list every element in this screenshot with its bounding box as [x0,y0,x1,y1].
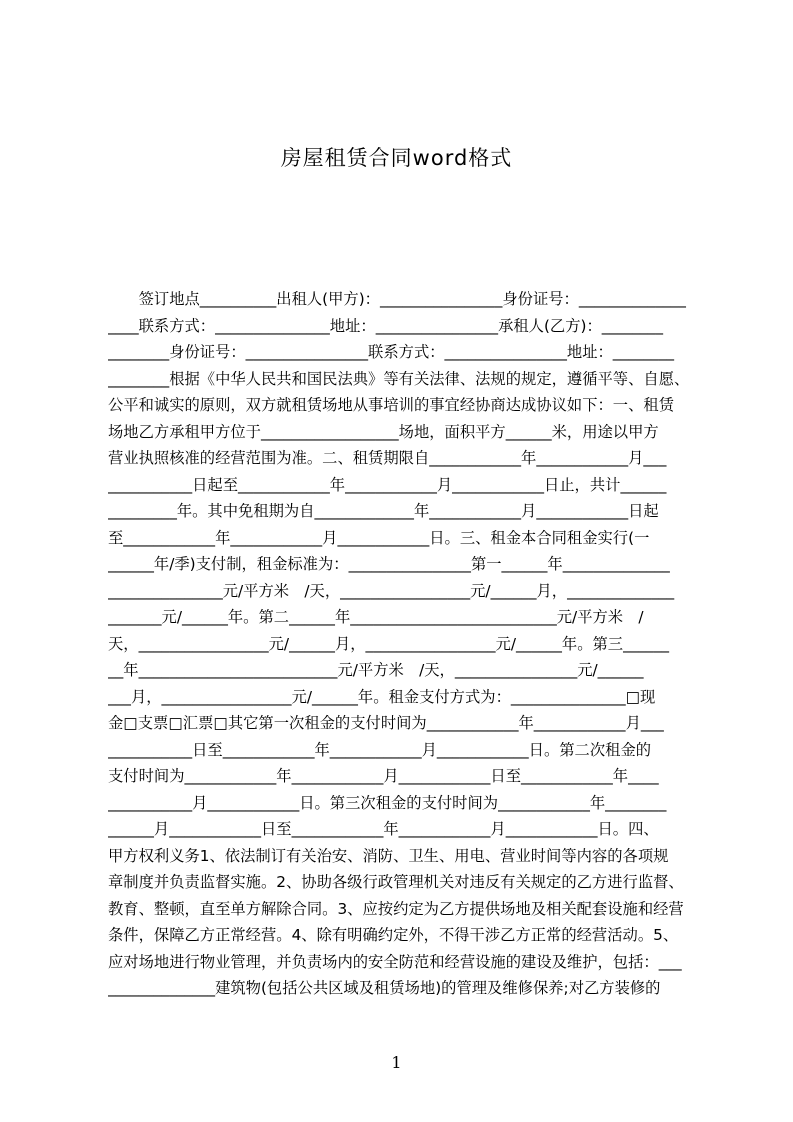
text-line: 支付时间为____________年____________月____________日至____________年____ [108,767,659,785]
text-line: 至____________年____________月____________日。三、租金本合同租金实行(一 [108,528,650,547]
text-line: ____联系方式：_______________地址：________________承租人(乙方)：________ [108,316,663,335]
text-line: 公平和诚实的原则，双方就租赁场地从事培训的事宜经协商达成协议如下：一、租赁 [108,396,674,414]
page-number: 1 [391,1053,402,1072]
text-line: 营业执照核准的经营范围为准。二、租赁期限自____________年____________月___ [108,449,667,467]
text-line: 金□支票□汇票□其它第一次租金的支付时间为____________年____________月___ [108,714,664,732]
text-line: 甲方权利义务1、依法制订有关治安、消防、卫生、用电、营业时间等内容的各项规 [108,846,669,865]
text-line: ___月，_________________元/______年。租金支付方式为：_______________□现 [108,687,656,706]
text-line: 章制度并负责监督实施。2、协助各级行政管理机关对违反有关规定的乙方进行监督、 [108,873,684,891]
text-line: ___________日起至____________年____________月____________日止，共计______ [108,475,667,494]
text-line: ________根据《中华人民共和国民法典》等有关法律、法规的规定，遵循平等、自愿、 [108,369,690,388]
text-line: __年__________________________元/平方米 /天，________________元/______ [108,661,644,679]
text-line: _________年。其中免租期为自_____________年____________月____________日起 [108,502,659,520]
text-line: ______月____________日至____________年____________月____________日。四、 [108,820,659,838]
text-line: 签订地点__________出租人(甲方)：________________身份证号：______________ [108,290,686,308]
text-line: 场地乙方承租甲方位于__________________场地，面积平方______米，用途以甲方 [108,422,659,441]
text-line: _______________元/平方米 /天，_________________元/______月，______________ [108,581,675,600]
text-line: 教育、整顿，直至单方解除合同。3、应按约定为乙方提供场地及相关配套设施和经营 [108,899,684,918]
text-line: ________身份证号：________________联系方式：________________地址：________ [108,343,674,361]
text-line: 应对场地进行物业管理，并负责场内的安全防范和经营设施的建设及维护，包括：___ [108,952,682,971]
text-line: ___________月____________日。第三次租金的支付时间为____________年________ [108,793,667,812]
text-line: ______年/季)支付制，租金标准为：________________第一______年______________ [108,555,670,573]
text-line: 条件，保障乙方正常经营。4、除有明确约定外，不得干涉乙方正常的经营活动。5、 [108,926,679,944]
text-line: 天，_________________元/______月，_________________元/______年。第三______ [108,634,669,653]
text-line: ______________建筑物(包括公共区域及租赁场地)的管理及维修保养;对乙方装修的 [108,979,661,997]
document-title: 房屋租赁合同word格式 [280,146,513,170]
text-line: ___________日至____________年____________月____________日。第二次租金的 [108,740,652,759]
contract-body [108,286,698,1002]
text-line: _______元/______年。第二______年___________________________元/平方米 / [108,608,644,626]
